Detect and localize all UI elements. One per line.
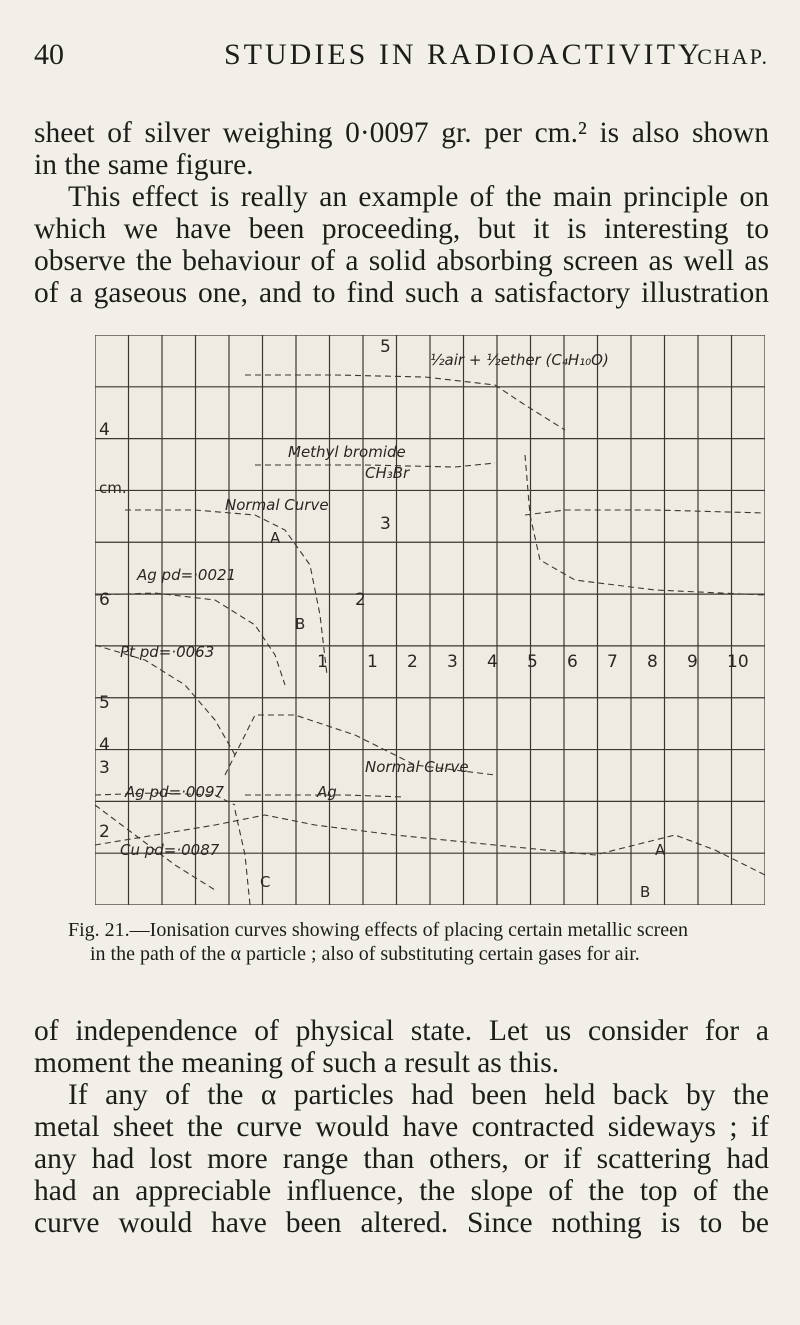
axis-labels-layer bbox=[95, 335, 765, 905]
tick-left-5: 5 bbox=[99, 693, 110, 713]
text-line: sheet of silver weighing 0·0097 gr. per cm.² is also shown bbox=[34, 117, 769, 149]
tick-left-4: 4 bbox=[99, 735, 110, 755]
tick-upper-3: 3 bbox=[380, 514, 391, 534]
paragraph-1 bbox=[34, 117, 769, 181]
label-point-a: A bbox=[270, 529, 281, 547]
label-point-a-lower: A bbox=[655, 841, 666, 859]
x-tick-label: 10 bbox=[727, 652, 749, 672]
text-line: observe the behaviour of a solid absorbing screen as well as bbox=[34, 245, 769, 277]
label-air-ether: ½air + ½ether (C₄H₁₀O) bbox=[430, 351, 609, 369]
x-tick-label: 9 bbox=[687, 652, 698, 672]
tick-upper-5: 5 bbox=[380, 337, 391, 357]
x-tick-label: 8 bbox=[647, 652, 658, 672]
ylabel-unit: cm. bbox=[99, 479, 127, 497]
page-number: 40 bbox=[34, 38, 64, 71]
label-ch3br: CH₃Br bbox=[365, 464, 410, 482]
ionisation-figure bbox=[95, 335, 765, 905]
text-line: curve would have been altered. Since nothing is to be bbox=[34, 1207, 769, 1239]
x-ticks bbox=[317, 652, 749, 672]
x-tick-label: 7 bbox=[607, 652, 618, 672]
text-line: If any of the α particles had been held back by the bbox=[68, 1079, 769, 1111]
label-ag-0097: Ag pd=·0097 bbox=[125, 783, 225, 801]
text-line: This effect is really an example of the main principle on bbox=[68, 181, 769, 213]
tick-upper-2: 2 bbox=[355, 590, 366, 610]
label-cu-0087: Cu pd=·0087 bbox=[120, 841, 220, 859]
x-tick-label: 6 bbox=[567, 652, 578, 672]
text-line: of a gaseous one, and to find such a satisfactory illustration bbox=[34, 277, 769, 309]
label-methyl-bromide: Methyl bromide bbox=[288, 443, 406, 461]
x-tick-label: 1 bbox=[317, 652, 328, 672]
caption-line-2: in the path of the α particle ; also of substituting certain gases for air. bbox=[90, 943, 640, 965]
label-point-c: C bbox=[260, 873, 271, 891]
running-title: STUDIES IN RADIOACTIVITY bbox=[224, 38, 703, 71]
x-tick-label: 1 bbox=[367, 652, 378, 672]
caption-line-1: Fig. 21.—Ionisation curves showing effects of placing certain metallic screen bbox=[68, 919, 688, 941]
x-tick-label: 4 bbox=[487, 652, 498, 672]
text-line: any had lost more range than others, or if scattering had bbox=[34, 1143, 769, 1175]
label-normal-lower: Normal Curve bbox=[365, 758, 469, 776]
chapter-label: CHAP. bbox=[697, 44, 769, 69]
x-tick-label: 5 bbox=[527, 652, 538, 672]
label-point-b: B bbox=[295, 615, 306, 633]
text-line: moment the meaning of such a result as this. bbox=[34, 1047, 560, 1079]
text-line: in the same figure. bbox=[34, 149, 254, 181]
text-line: which we have been proceeding, but it is interesting to bbox=[34, 213, 769, 245]
paragraph-3 bbox=[34, 1015, 769, 1079]
label-ag-short: Ag bbox=[317, 783, 337, 801]
label-normal-upper: Normal Curve bbox=[225, 496, 329, 514]
label-pt-0063: Pt pd=·0063 bbox=[120, 643, 215, 661]
figure-caption bbox=[68, 918, 758, 966]
text-line: of independence of physical state. Let us consider for a bbox=[34, 1015, 769, 1047]
x-tick-label: 3 bbox=[447, 652, 458, 672]
text-line: had an appreciable influence, the slope of the top of the bbox=[34, 1175, 769, 1207]
tick-left-2: 2 bbox=[99, 822, 110, 842]
tick-left-3: 3 bbox=[99, 758, 110, 778]
label-ag-0021: Ag pd=·0021 bbox=[137, 566, 237, 584]
x-tick-label: 2 bbox=[407, 652, 418, 672]
page-header bbox=[34, 38, 769, 78]
tick-upper-4: 4 bbox=[99, 420, 110, 440]
label-point-b-lower: B bbox=[640, 883, 651, 901]
tick-left-6: 6 bbox=[99, 590, 110, 610]
text-line: metal sheet the curve would have contracted sideways ; if bbox=[34, 1111, 769, 1143]
paragraph-4 bbox=[34, 1079, 769, 1239]
paragraph-2 bbox=[34, 181, 769, 309]
